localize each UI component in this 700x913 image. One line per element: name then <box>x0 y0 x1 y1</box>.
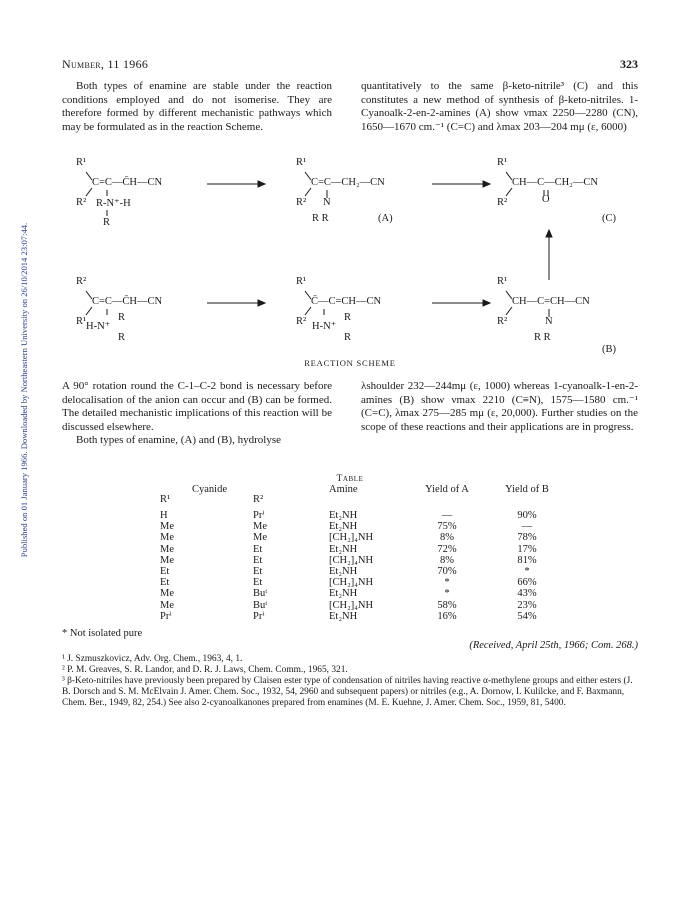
received-date: (Received, April 25th, 1966; Com. 268.) <box>469 640 638 651</box>
table-row <box>150 611 580 622</box>
table-cell: [CH₂]₄NH <box>329 577 374 589</box>
reference-item: ³ β-Keto-nitriles have previously been prepared by Claisen ester type of condensation of nitriles having reactive α-methylene groups and either esters (J. B. Dorsch and S. M. McElvain J. Amer. Chem. Soc., 1932, 54, 2960 and subsequent papers) or nitriles (e.g., A. Dornow, I. Kulilcke, and F. Baxmann, Chem. Ber., 1949, 82, 254.) See also 2-cyanoalkanones prepared from enamines (M. E. Kuehne, J. Amer. Chem. Soc., 1959, 81, 5400. <box>62 676 633 708</box>
intro-right-column <box>361 80 638 134</box>
table-cell: Buᵗ <box>253 588 268 600</box>
scheme-bottom-3-rr: R R <box>534 332 551 343</box>
table-cell: Me <box>253 521 267 533</box>
table-cell: 72% <box>437 543 457 555</box>
table-cell: Prⁱ <box>160 610 172 622</box>
table-cell: 23% <box>517 599 537 611</box>
label-c: (C) <box>602 213 616 224</box>
table-cell: Prⁱ <box>253 510 265 521</box>
table-cell: 81% <box>517 554 537 566</box>
scheme-bottom-3-r1: R¹ <box>497 276 508 287</box>
scheme-bottom-3-main: CH—C=CH—CN <box>512 296 590 307</box>
scheme-bottom-2-main: C̄—C=CH—CN <box>311 296 382 307</box>
references <box>62 654 640 709</box>
table-cell: Et <box>253 577 263 589</box>
scheme-bottom-1-r2: R² <box>76 276 87 287</box>
table-cell: * <box>444 577 450 589</box>
table-cell: H <box>160 510 168 521</box>
scheme-top-3-o: O <box>542 194 550 205</box>
reaction-scheme <box>62 150 638 375</box>
body-left-column <box>62 380 332 448</box>
table-cell: 17% <box>517 543 537 555</box>
scheme-bottom-2-n: H-N⁺ <box>312 321 337 332</box>
table-cell: Me <box>160 554 174 566</box>
table-cell: 90% <box>517 510 537 521</box>
header-yield-b: Yield of B <box>505 484 549 495</box>
table-cell: Et <box>160 577 170 589</box>
header-r1: R¹ <box>160 494 171 505</box>
scheme-top-3-main: CH—C—CH₂—CN <box>512 177 598 188</box>
table-cell: Et <box>253 554 263 566</box>
table-cell: — <box>441 510 453 521</box>
header-r2: R² <box>253 494 264 505</box>
scheme-bottom-1-n: H-N⁺ <box>86 321 111 332</box>
table-cell: Et <box>253 543 263 555</box>
label-a: (A) <box>378 213 393 224</box>
table-caption: Table <box>336 474 364 484</box>
scheme-top-2-main: C=C—CH₂—CN <box>311 177 385 188</box>
table-cell: 8% <box>440 532 454 544</box>
intro-left-column <box>62 80 332 134</box>
scheme-bottom-1-ra: R <box>118 312 126 323</box>
scheme-bottom-1-rb: R <box>118 332 126 343</box>
scheme-top-2-r1: R¹ <box>296 157 307 168</box>
table-cell: 16% <box>437 610 457 622</box>
scheme-bottom-2-r1: R¹ <box>296 276 307 287</box>
table-cell: Et₂NH <box>329 543 358 555</box>
table-row <box>150 588 580 599</box>
scheme-top-1-n: R-N⁺-H <box>96 198 131 209</box>
table-cell: 54% <box>517 610 537 622</box>
table-cell: Et <box>253 565 263 577</box>
table-cell: Et₂NH <box>329 588 358 600</box>
table-cell: Et <box>160 565 170 577</box>
table-row <box>150 532 580 543</box>
table-footnote: * Not isolated pure <box>62 628 143 639</box>
page-header <box>62 57 638 73</box>
body-left-text-2: Both types of enamine, (A) and (B), hydrolyse <box>76 434 281 447</box>
table-cell: 43% <box>517 588 537 600</box>
scheme-top-3-r1: R¹ <box>497 157 508 168</box>
scheme-caption: REACTION SCHEME <box>304 358 396 368</box>
table-row <box>150 544 580 555</box>
table-row <box>150 600 580 611</box>
table-cell: Et₂NH <box>329 565 358 577</box>
scheme-top-2-rr: R R <box>312 213 329 224</box>
scheme-bottom-1-main: C=C—C̄H—CN <box>92 296 163 307</box>
scheme-top-1-r1: R¹ <box>76 157 87 168</box>
table-cell: Me <box>160 543 174 555</box>
table-cell: Me <box>160 532 174 544</box>
scheme-top-1-r: R <box>103 217 111 228</box>
yield-table <box>150 484 580 622</box>
body-right-column <box>361 380 638 434</box>
table-cell: [CH₂]₄NH <box>329 554 374 566</box>
table-header <box>150 484 580 510</box>
table-cell: Prⁱ <box>253 610 265 622</box>
scheme-bottom-2-ra: R <box>344 312 352 323</box>
scheme-top-2-n: N <box>323 197 331 208</box>
scheme-top-3-r2: R² <box>497 197 508 208</box>
intro-left-text: Both types of enamine are stable under the reaction conditions employed and do not isomerise. They are therefore formed by different mechanistic pathways which may be formulated as in the reaction Scheme. <box>62 80 332 133</box>
body-left-text: A 90° rotation round the C-1–C-2 bond is necessary before delocalisation of the anion can occur and (B) can be formed. The detailed mechanistic implications of this reaction will be discussed elsewhere. <box>62 380 332 433</box>
scheme-bottom-1-r1: R¹ <box>76 316 87 327</box>
table-row <box>150 521 580 532</box>
scheme-bottom-2-rb: R <box>344 332 352 343</box>
label-b: (B) <box>602 344 616 355</box>
table-cell: 70% <box>437 565 457 577</box>
table-cell: 8% <box>440 554 454 566</box>
table-cell: 75% <box>437 521 457 533</box>
header-amine: Amine <box>329 484 358 495</box>
table-cell: Et₂NH <box>329 610 358 622</box>
table-cell: Et₂NH <box>329 521 358 533</box>
header-yield-a: Yield of A <box>425 484 469 495</box>
table-cell: — <box>521 521 533 533</box>
table-row <box>150 577 580 588</box>
table-cell: 66% <box>517 577 537 589</box>
reference-item: ² P. M. Greaves, S. R. Landor, and D. R. J. Laws, Chem. Comm., 1965, 321. <box>62 665 348 675</box>
download-watermark <box>4 165 29 625</box>
table-cell: Me <box>253 532 267 544</box>
table-cell: * <box>444 588 450 600</box>
scheme-top-2-r2: R² <box>296 197 307 208</box>
table-cell: Me <box>160 521 174 533</box>
table-cell: [CH₂]₄NH <box>329 532 374 544</box>
table-cell: 78% <box>517 532 537 544</box>
scheme-top-1-r2: R² <box>76 197 87 208</box>
table-cell: 58% <box>437 599 457 611</box>
reference-item: ¹ J. Szmuszkovicz, Adv. Org. Chem., 1963, 4, 1. <box>62 654 243 664</box>
table-cell: Me <box>160 599 174 611</box>
scheme-bottom-3-n: N <box>545 316 553 327</box>
table-row <box>150 555 580 566</box>
table-cell: [CH₂]₄NH <box>329 599 374 611</box>
table-cell: Me <box>160 588 174 600</box>
journal-issue: Number, 11 1966 <box>62 57 149 71</box>
intro-right-text: quantitatively to the same β-keto-nitrile³ (C) and this constitutes a new method of synthesis of β-keto-nitriles. 1-Cyanoalk-2-en-2-amines (A) show νmax 2250—2280 (CN), 1650—1670 cm.⁻¹ (C=C) and λmax 203—204 mμ (ε, 6000) <box>361 80 638 133</box>
header-cyanide: Cyanide <box>192 484 227 495</box>
scheme-bottom-3-r2: R² <box>497 316 508 327</box>
table-cell: Et₂NH <box>329 510 358 521</box>
table-cell: * <box>524 565 530 577</box>
table-row <box>150 510 580 521</box>
download-watermark-text: Published on 01 January 1966. Downloaded by Northeastern University on 26/10/2014 23:07:44. <box>19 222 29 558</box>
table-cell: Buᵗ <box>253 599 268 611</box>
page-number: 323 <box>620 57 638 71</box>
scheme-bottom-2-r2: R² <box>296 316 307 327</box>
table-row <box>150 566 580 577</box>
scheme-top-1-main: C=C—C̄H—CN <box>92 177 163 188</box>
body-right-text: λshoulder 232—244mμ (ε, 1000) whereas 1-cyanoalk-1-en-2-amines (B) show νmax 2210 (C≡N), 1575—1580 cm.⁻¹ (C=C), λmax 275—285 mμ (ε, 20,000). Further studies on the scope of these reactions and their applications are in progress. <box>361 380 638 433</box>
